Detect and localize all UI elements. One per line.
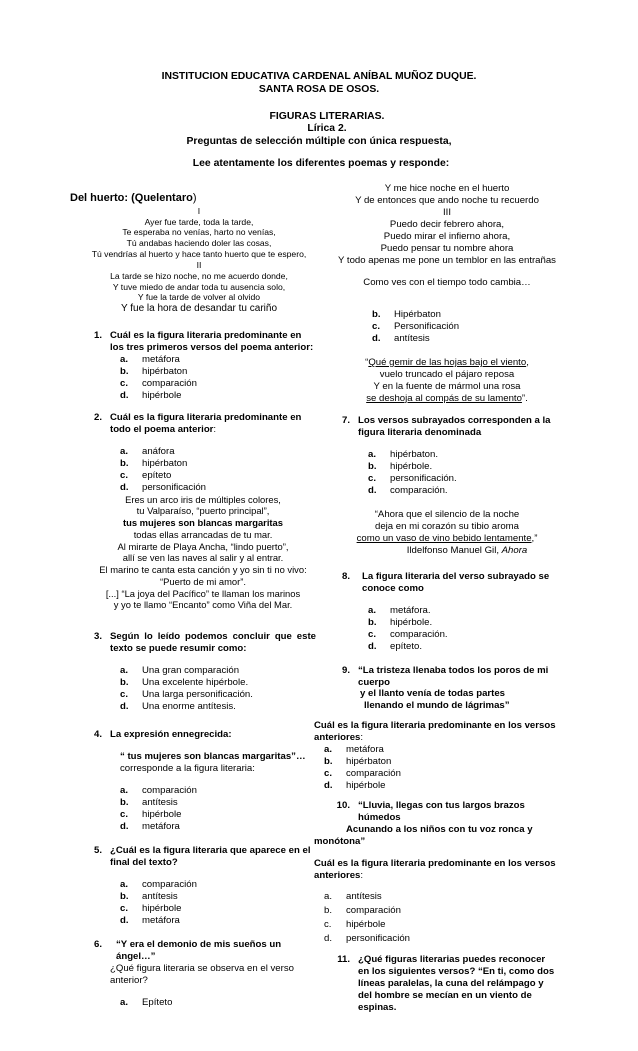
poem-del-huerto: Del huerto: (Quelentaro) I Ayer fue tarde, toda la tarde, Te esperaba no venías, harto no venías, Tú andabas haciendo doler las cosas, Tú vendrías al huerto y hace tanto huerto que te espero, II La tarde se hizo noche, no me acuerdo donde, Y tuve miedo de andar toda tu ausencia solo, Y fue la tarde de volver al olvido Y fue la hora de desandar tu cariño (68, 192, 330, 316)
options-q2 (120, 446, 316, 494)
poem-line: Tú vendrías al huerto y hace tanto huerto que te espero, (91, 249, 307, 260)
poem-line: Tú andabas haciendo doler las cosas, (126, 238, 272, 249)
stanza-numeral: III (443, 206, 451, 218)
option-c[interactable]: c. Una larga personificación. (120, 688, 253, 700)
poem-line: vuelo truncado el pájaro reposa (379, 368, 515, 380)
poem-line: El marino te canta esta canción y yo sin ti no vivo: (99, 564, 307, 576)
question-type: Preguntas de selección múltiple con única respuesta, (186, 136, 452, 147)
option-c[interactable]: c. epíteto (120, 469, 172, 481)
poem-line: Te esperaba no venías, harto no venías, (122, 227, 276, 238)
option-d[interactable]: d. metáfora (120, 914, 180, 926)
question-text: Los versos subrayados corresponden a la figura literaria denominada (358, 414, 551, 438)
poem-line: y yo te llamo “Encanto” como Viña del Mar. (113, 599, 293, 611)
question-number: 2. (93, 411, 102, 423)
poem-line: todas ellas arrancadas de tu mar. (133, 528, 273, 540)
question-number: 1. (93, 329, 102, 341)
poem-author: Ildelfonso Manuel Gil, Ahora (406, 544, 528, 556)
option-a[interactable]: a. metáfora. (368, 604, 431, 616)
options-q1 (120, 354, 316, 402)
option-b[interactable]: b. hipérbole. (368, 616, 433, 628)
q10-line: Acunando a los niños con tu voz ronca y monótona” (314, 824, 533, 848)
question-5 (88, 845, 316, 869)
option-b[interactable]: b. hipérbaton (324, 756, 392, 768)
option-d[interactable]: d. comparación. (368, 484, 448, 496)
question-number: 9. (341, 664, 350, 676)
option-c[interactable]: c. hipérbole (120, 808, 182, 820)
question-number: 11. (337, 953, 350, 965)
poem-valparaiso (68, 494, 338, 612)
option-b[interactable]: b. antítesis (120, 796, 178, 808)
question-subtext: ¿Qué figura literaria se observa en el verso anterior? (110, 962, 294, 986)
question-4 (88, 729, 316, 741)
question-text: Cuál es la figura literaria predominante en todo el poema anterior (110, 411, 302, 435)
option-d[interactable]: d. epíteto. (368, 640, 423, 652)
options-q4 (120, 785, 316, 833)
option-d[interactable]: d. hipérbole (324, 780, 386, 792)
question-8 (336, 571, 558, 595)
question-text: ¿Qué figuras literarias puedes reconocer en los siguientes versos? “En ti, como dos líneas paralelas, la cuna del relámpago y del hombre se mecían en un viento de espinas. (358, 953, 555, 1013)
options-q6-cont (372, 309, 558, 345)
subject-title: FIGURAS LITERARIAS. (269, 111, 385, 122)
poem-line: Eres un arco iris de múltiples colores, (125, 493, 281, 505)
options-q3 (120, 665, 316, 713)
poem-line: Y me hice noche en el huerto (384, 183, 510, 194)
right-column: Y me hice noche en el huerto Y de entonces que ando noche tu recuerdo III Puedo decir febrero ahora, Puedo mirar el infierno ahora, Puedo pensar tu nombre ahora Y todo apenas me pone un temblor en las entrañas Como ves con el tiempo todo cambia… b. Hipérbaton c. Personificación d. antítesis “Qué gemir de las hojas bajo el viento, vuelo truncado el pájaro reposa Y en la fuente de mármol una rosa se deshoja al compás de su lamento”. 7. Los versos subrayados corresponden a la figura literaria denominada a. hipérbaton. b. hipérbole. c. personificación. d. comparación. “Ahora que el silencio de la noche deja en mi corazón su tibio aroma como un vaso de vino bebido lentamente,” Ildelfonso Manuel Gil, Ahora 8. La figura literaria del verso subrayado se conoce como a. metáfora. b. hipérbole. c. comparación. d. epíteto. 9. “La tristeza llenaba todos los poros de mi cuerpo y el llanto venía de todas partes llenando el mundo de lágrimas” Cuál es la figura literaria predominante en los versos anteriores: a. metáfora b. hipérbaton c. comparación d. hipérbole 10. “Lluvia, llegas con tus largos brazos húmedos Acunando a los niños con tu voz ronca y monótona” Cuál es la figura literaria predominante en los versos anteriores: a. antítesis b. comparación c. hipérbole d. personificación 11. ¿Qué figuras literarias puedes reconocer en los siguientes versos? “En ti, como dos líneas paralelas, la cuna del relámpago y del hombre se mecían en un viento de espinas. (336, 183, 558, 1014)
question-text: “Lluvia, llegas con tus largos brazos húmedos (358, 800, 525, 824)
option-a[interactable]: a. comparación (120, 878, 197, 890)
question-prompt: Cuál es la figura literaria predominante en los versos anteriores (314, 858, 556, 882)
option-d[interactable]: d. personificación (120, 481, 206, 493)
poem-line: “Ahora que el silencio de la noche (374, 508, 520, 520)
option-d[interactable]: d. antítesis (372, 332, 430, 344)
question-number: 10. (336, 800, 350, 812)
option-c[interactable]: c. hipérbole (120, 902, 182, 914)
underlined-verse: como un vaso de vino bebido lentamente (356, 532, 532, 544)
stanza-numeral: II (196, 259, 202, 270)
poem-line: Puedo decir febrero ahora, (389, 218, 505, 230)
poem-line: Como ves con el tiempo todo cambia… (363, 276, 531, 288)
option-a[interactable]: a. metáfora (120, 353, 180, 365)
options-q5 (120, 879, 316, 927)
option-c[interactable]: c. comparación (120, 377, 197, 389)
question-11 (336, 954, 558, 1014)
option-c[interactable]: c. comparación. (368, 628, 448, 640)
option-c[interactable]: c. hipérbole (324, 919, 386, 931)
instruction: Lee atentamente los diferentes poemas y responde: (192, 158, 450, 169)
option-d[interactable]: d. metáfora (120, 820, 180, 832)
poem-line: Y tuve miedo de andar toda tu ausencia solo, (112, 281, 286, 292)
option-c[interactable]: c. Personificación (372, 320, 460, 332)
question-6 (88, 939, 316, 987)
poem-line: Y todo apenas me pone un temblor en las entrañas (338, 254, 556, 266)
question-text: Cuál es la figura literaria predominante en los tres primeros versos del poema anterior: (110, 329, 314, 353)
question-text: La expresión ennegrecida: (110, 728, 232, 740)
option-b[interactable]: b. hipérbaton (120, 457, 188, 469)
question-number: 5. (93, 844, 102, 856)
question-10 (336, 800, 558, 824)
option-a[interactable]: a. Epíteto (120, 996, 173, 1008)
question-1 (88, 330, 316, 354)
poem-title: Del huerto: (Quelentaro (70, 192, 193, 204)
poem-line: Puedo mirar el infierno ahora, (383, 230, 511, 242)
question-text: “Y era el demonio de mis sueños un ángel…” (116, 938, 282, 962)
option-b[interactable]: b. antítesis (120, 890, 178, 902)
poem-ahora: “Ahora que el silencio de la noche deja en mi corazón su tibio aroma como un vaso de vino bebido lentamente,” Ildelfonso Manuel Gil, Ahora (336, 509, 558, 557)
question-3 (88, 631, 316, 655)
poem-line: Y de entonces que ando noche tu recuerdo (355, 194, 539, 206)
option-b[interactable]: b. comparación (324, 905, 401, 917)
q9-line: llenando el mundo de lágrimas” (364, 700, 510, 712)
option-b[interactable]: b. hipérbaton (120, 365, 188, 377)
option-d[interactable]: d. hipérbole (120, 389, 182, 401)
stanza-numeral: I (197, 205, 201, 216)
q4-quote: “ tus mujeres son blancas margaritas”… corresponde a la figura literaria: (120, 750, 306, 774)
question-text: Según lo leído podemos concluir que este texto se puede resumir como: (110, 631, 316, 654)
option-a[interactable]: a. hipérbaton. (368, 448, 439, 460)
town-name: SANTA ROSA DE OSOS. (258, 84, 380, 95)
option-d[interactable]: d. Una enorme antítesis. (120, 700, 236, 712)
options-q9 (324, 744, 558, 792)
poem-del-huerto-cont (336, 183, 558, 289)
poem-line: tu Valparaíso, “puerto principal”, (136, 505, 270, 517)
option-a[interactable]: a. anáfora (120, 445, 175, 457)
options-q10 (324, 890, 558, 946)
option-c[interactable]: c. personificación. (368, 472, 457, 484)
option-a[interactable]: a. metáfora (324, 744, 384, 756)
poem-line: Al mirarte de Playa Ancha, “lindo puerto”, (117, 540, 289, 552)
option-a[interactable]: a. comparación (120, 784, 197, 796)
q9-line: y el llanto venía de todas partes (360, 688, 506, 700)
option-d[interactable]: d. personificación (324, 932, 410, 944)
option-b[interactable]: b. Hipérbaton (372, 308, 441, 320)
option-c[interactable]: c. comparación (324, 768, 401, 780)
question-number: 7. (341, 414, 350, 426)
underlined-verse: se deshoja al compás de su lamento (366, 392, 522, 404)
options-q7 (368, 449, 558, 497)
poem-line: “Puerto de mi amor”. (160, 575, 246, 587)
options-q6 (120, 997, 316, 1009)
options-q8 (368, 605, 558, 653)
question-prompt: Cuál es la figura literaria predominante en los versos anteriores (314, 720, 556, 744)
option-a[interactable]: a. Una gran comparación (120, 664, 240, 676)
option-b[interactable]: b. hipérbole. (368, 460, 433, 472)
poem-line: Y fue la hora de desandar tu cariño (120, 303, 278, 315)
option-b[interactable]: b. Una excelente hipérbole. (120, 676, 249, 688)
question-7 (336, 415, 558, 439)
poem-line: deja en mi corazón su tibio aroma (375, 520, 519, 532)
question-text: “La tristeza llenaba todos los poros de mi cuerpo (358, 664, 549, 688)
question-number: 8. (341, 570, 350, 582)
question-number: 4. (93, 728, 102, 740)
poem-line: allí se ven las naves al salir y al entrar. (122, 552, 284, 564)
school-name: INSTITUCION EDUCATIVA CARDENAL ANÍBAL MUÑOZ DUQUE. (161, 71, 477, 82)
question-number: 6. (93, 938, 102, 950)
question-text: ¿Cuál es la figura literaria que aparece en el final del texto? (110, 844, 311, 868)
question-number: 3. (93, 631, 102, 643)
poem-line-bold: tus mujeres son blancas margaritas (123, 517, 283, 529)
poem-hojas: “Qué gemir de las hojas bajo el viento, vuelo truncado el pájaro reposa Y en la fuente de mármol una rosa se deshoja al compás de su lamento”. (336, 357, 558, 405)
option-a[interactable]: a. antítesis (324, 891, 382, 903)
poem-line: [...] “La joya del Pacífico” te llaman los marinos (105, 587, 301, 599)
question-text: La figura literaria del verso subrayado se conoce como (362, 570, 550, 594)
poem-line: Y fue la tarde de volver al olvido (137, 292, 261, 303)
left-column (70, 180, 316, 1009)
poem-line: La tarde se hizo noche, no me acuerdo donde, (110, 270, 288, 281)
question-9 (336, 665, 558, 689)
poem-line: Puedo pensar tu nombre ahora (380, 242, 514, 254)
topic-title: Lírica 2. (307, 123, 347, 134)
poem-line: Y en la fuente de mármol una rosa (373, 380, 521, 392)
poem-line: Ayer fue tarde, toda la tarde, (144, 216, 254, 227)
underlined-verse: Qué gemir de las hojas bajo el viento (368, 356, 527, 368)
question-2: 2. Cuál es la figura literaria predominante en todo el poema anterior: (88, 412, 316, 436)
